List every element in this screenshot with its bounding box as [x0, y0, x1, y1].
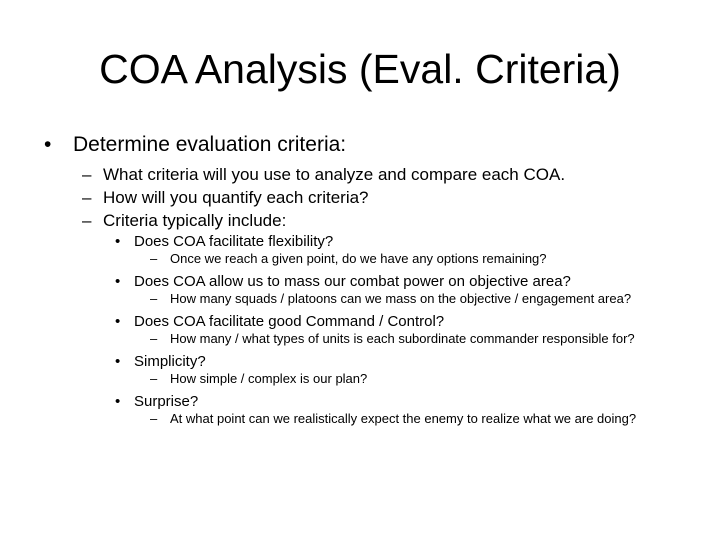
- bullet-text: What criteria will you use to analyze and compare each COA.: [103, 165, 566, 184]
- bullet-level3: [0, 232, 720, 252]
- bullet-level2: [0, 163, 720, 186]
- bullet-text: Does COA facilitate good Command / Control?: [134, 313, 445, 330]
- bullet-marker: •: [115, 313, 121, 330]
- bullet-text: How will you quantify each criteria?: [103, 188, 369, 207]
- bullet-text: Criteria typically include:: [103, 211, 287, 230]
- dash-marker: –: [150, 411, 158, 426]
- dash-marker: –: [82, 188, 92, 207]
- bullet-marker: •: [44, 133, 52, 156]
- dash-marker: –: [150, 371, 158, 386]
- bullet-text: Determine evaluation criteria:: [73, 133, 347, 156]
- bullet-text: Surprise?: [134, 393, 199, 410]
- bullet-text: At what point can we realistically expect the enemy to realize what we are doing?: [170, 411, 637, 426]
- bullet-text: Once we reach a given point, do we have any options remaining?: [170, 251, 547, 266]
- bullet-text: How many squads / platoons can we mass on the objective / engagement area?: [170, 291, 632, 306]
- bullet-level3: [0, 352, 720, 372]
- bullet-level2: [0, 209, 720, 232]
- bullet-text: Simplicity?: [134, 353, 206, 370]
- dash-marker: –: [150, 291, 158, 306]
- bullet-level2: [0, 186, 720, 209]
- bullet-text: How simple / complex is our plan?: [170, 371, 368, 386]
- bullet-level3: [0, 392, 720, 412]
- bullet-level4: [0, 372, 720, 386]
- slide-title: COA Analysis (Eval. Criteria): [99, 46, 621, 92]
- bullet-text: Does COA facilitate flexibility?: [134, 233, 334, 250]
- bullet-level1: [0, 131, 720, 159]
- dash-marker: –: [82, 165, 92, 184]
- bullet-level4: [0, 292, 720, 306]
- bullet-level4: [0, 412, 720, 426]
- bullet-marker: •: [115, 233, 121, 250]
- bullet-marker: •: [115, 393, 121, 410]
- dash-marker: –: [82, 211, 92, 230]
- bullet-level3: [0, 312, 720, 332]
- bullet-level4: [0, 332, 720, 346]
- dash-marker: –: [150, 251, 158, 266]
- bullet-text: How many / what types of units is each subordinate commander responsible for?: [170, 331, 635, 346]
- bullet-level4: [0, 252, 720, 266]
- bullet-text: Does COA allow us to mass our combat power on objective area?: [134, 273, 571, 290]
- dash-marker: –: [150, 331, 158, 346]
- bullet-list: [0, 131, 720, 432]
- bullet-level3: [0, 272, 720, 292]
- bullet-marker: •: [115, 353, 121, 370]
- bullet-marker: •: [115, 273, 121, 290]
